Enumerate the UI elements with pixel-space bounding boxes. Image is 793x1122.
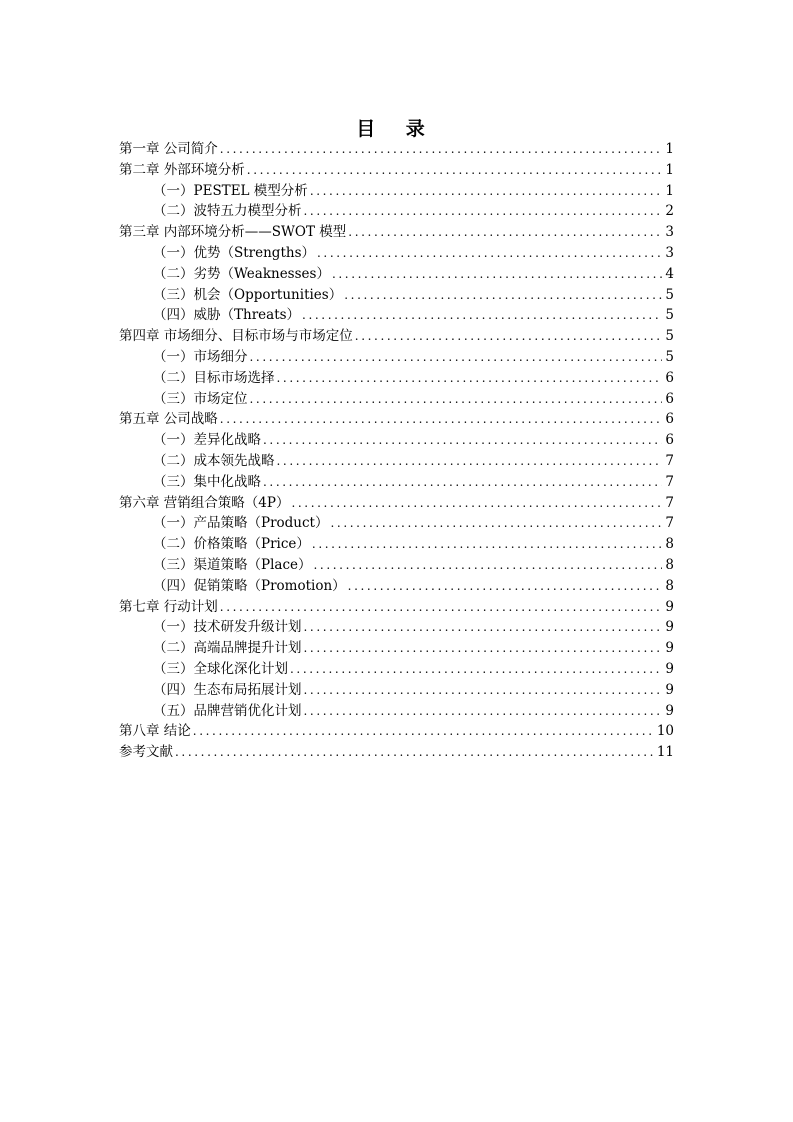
- toc-page-number: 7: [665, 473, 674, 490]
- toc-section-entry[interactable]: [119, 368, 674, 389]
- toc-chapter-entry[interactable]: [119, 597, 674, 618]
- toc-chapter-entry[interactable]: [119, 742, 674, 763]
- toc-page-number: 11: [656, 744, 674, 761]
- toc-page-number: 8: [665, 577, 674, 594]
- toc-dot-leader: [220, 597, 662, 618]
- toc-dot-leader: [277, 451, 663, 472]
- toc-page-number: 6: [665, 390, 674, 407]
- toc-section-entry[interactable]: [119, 659, 674, 680]
- toc-page-number: 7: [665, 515, 674, 532]
- toc-entry-label: （二）目标市场选择: [153, 369, 275, 386]
- toc-entry-label: （一）产品策略（Product）: [153, 515, 329, 532]
- toc-entry-label: （一）市场细分: [153, 348, 248, 365]
- toc-section-entry[interactable]: [119, 201, 674, 222]
- toc-page-number: 9: [665, 598, 674, 615]
- toc-dot-leader: [317, 243, 662, 264]
- toc-section-entry[interactable]: [119, 347, 674, 368]
- toc-page-number: 9: [665, 640, 674, 657]
- toc-dot-leader: [290, 659, 662, 680]
- toc-chapter-entry[interactable]: [119, 409, 674, 430]
- toc-page-number: 3: [665, 224, 674, 241]
- toc-dot-leader: [348, 576, 662, 597]
- toc-page-number: 7: [665, 494, 674, 511]
- toc-section-entry[interactable]: [119, 181, 674, 202]
- toc-dot-leader: [302, 305, 662, 326]
- toc-entry-label: （二）价格策略（Price）: [153, 536, 310, 553]
- toc-dot-leader: [304, 680, 663, 701]
- toc-page-number: 9: [665, 660, 674, 677]
- toc-entry-label: （一）差异化战略: [153, 432, 261, 449]
- toc-entry-label: （三）机会（Opportunities）: [153, 286, 343, 303]
- toc-section-entry[interactable]: [119, 430, 674, 451]
- toc-dot-leader: [355, 326, 662, 347]
- toc-section-entry[interactable]: [119, 285, 674, 306]
- toc-page-number: 6: [665, 369, 674, 386]
- toc-page-number: 3: [665, 244, 674, 261]
- toc-entry-label: （三）集中化战略: [153, 473, 261, 490]
- toc-title: 目 录: [356, 117, 437, 140]
- toc-section-entry[interactable]: [119, 513, 674, 534]
- toc-entry-label: （三）渠道策略（Place）: [153, 556, 312, 573]
- toc-entry-label: 第一章 公司简介: [119, 141, 218, 157]
- table-of-contents: [119, 139, 674, 763]
- toc-entry-label: （一）PESTEL 模型分析: [153, 182, 308, 199]
- toc-page-number: 8: [665, 536, 674, 553]
- toc-chapter-entry[interactable]: [119, 721, 674, 742]
- toc-page-number: 7: [665, 452, 674, 469]
- toc-page-number: 5: [665, 286, 674, 303]
- toc-dot-leader: [312, 534, 662, 555]
- toc-section-entry[interactable]: [119, 576, 674, 597]
- toc-section-entry[interactable]: [119, 638, 674, 659]
- toc-entry-label: （二）成本领先战略: [153, 452, 275, 469]
- toc-dot-leader: [304, 638, 663, 659]
- toc-entry-label: 第三章 内部环境分析——SWOT 模型: [119, 224, 347, 241]
- toc-entry-label: （二）劣势（Weaknesses）: [153, 265, 330, 282]
- toc-dot-leader: [277, 368, 663, 389]
- toc-dot-leader: [344, 285, 662, 306]
- toc-dot-leader: [263, 430, 662, 451]
- toc-chapter-entry[interactable]: [119, 139, 674, 160]
- toc-dot-leader: [175, 742, 655, 763]
- toc-entry-label: （五）品牌营销优化计划: [153, 702, 302, 719]
- toc-entry-label: 第四章 市场细分、目标市场与市场定位: [119, 328, 353, 345]
- toc-entry-label: （三）全球化深化计划: [153, 660, 288, 677]
- toc-page-number: 5: [665, 348, 674, 365]
- toc-entry-label: 参考文献: [119, 744, 173, 761]
- toc-section-entry[interactable]: [119, 305, 674, 326]
- toc-page-number: 6: [665, 432, 674, 449]
- toc-dot-leader: [331, 513, 663, 534]
- toc-section-entry[interactable]: [119, 534, 674, 555]
- toc-entry-label: （二）波特五力模型分析: [153, 203, 302, 220]
- toc-page-number: 1: [665, 161, 674, 178]
- toc-dot-leader: [348, 222, 662, 243]
- toc-section-entry[interactable]: [119, 555, 674, 576]
- toc-entry-label: （三）市场定位: [153, 390, 248, 407]
- toc-section-entry[interactable]: [119, 472, 674, 493]
- toc-section-entry[interactable]: [119, 701, 674, 722]
- toc-entry-label: （一）优势（Strengths）: [153, 244, 315, 261]
- toc-dot-leader: [193, 721, 655, 742]
- toc-entry-label: 第六章 营销组合策略（4P）: [119, 494, 290, 511]
- toc-entry-label: （二）高端品牌提升计划: [153, 640, 302, 657]
- toc-page-number: 9: [665, 681, 674, 698]
- toc-page-number: 4: [665, 265, 674, 282]
- toc-page-number: 8: [665, 556, 674, 573]
- toc-entry-label: 第七章 行动计划: [119, 598, 218, 615]
- toc-page-number: 10: [656, 723, 674, 740]
- toc-entry-label: 第八章 结论: [119, 723, 191, 740]
- toc-page-number: 9: [665, 702, 674, 719]
- toc-chapter-entry[interactable]: [119, 160, 674, 181]
- toc-chapter-entry[interactable]: [119, 222, 674, 243]
- toc-page-number: 5: [665, 328, 674, 345]
- toc-section-entry[interactable]: [119, 451, 674, 472]
- toc-section-entry[interactable]: [119, 680, 674, 701]
- toc-entry-label: （四）威胁（Threats）: [153, 307, 301, 324]
- toc-page-number: 2: [665, 203, 674, 220]
- toc-section-entry[interactable]: [119, 389, 674, 410]
- toc-section-entry[interactable]: [119, 243, 674, 264]
- toc-chapter-entry[interactable]: [119, 493, 674, 514]
- toc-dot-leader: [314, 555, 663, 576]
- toc-dot-leader: [263, 472, 662, 493]
- toc-page-number: 5: [665, 307, 674, 324]
- toc-dot-leader: [220, 139, 662, 160]
- toc-page-number: 6: [665, 411, 674, 428]
- toc-dot-leader: [304, 201, 663, 222]
- toc-dot-leader: [304, 617, 663, 638]
- toc-entry-label: （一）技术研发升级计划: [153, 619, 302, 636]
- toc-dot-leader: [304, 701, 663, 722]
- toc-entry-label: （四）生态布局拓展计划: [153, 681, 302, 698]
- toc-dot-leader: [250, 389, 663, 410]
- toc-dot-leader: [310, 181, 662, 202]
- toc-dot-leader: [247, 160, 662, 181]
- toc-dot-leader: [332, 264, 662, 285]
- toc-entry-label: 第五章 公司战略: [119, 411, 218, 428]
- toc-page-number: 1: [665, 182, 674, 199]
- toc-entry-label: （四）促销策略（Promotion）: [153, 577, 346, 594]
- toc-entry-label: 第二章 外部环境分析: [119, 161, 245, 178]
- toc-chapter-entry[interactable]: [119, 326, 674, 347]
- toc-dot-leader: [250, 347, 663, 368]
- toc-page-number: 9: [665, 619, 674, 636]
- toc-section-entry[interactable]: [119, 264, 674, 285]
- toc-dot-leader: [291, 493, 662, 514]
- toc-section-entry[interactable]: [119, 617, 674, 638]
- toc-dot-leader: [220, 409, 662, 430]
- toc-page-number: 1: [665, 141, 674, 157]
